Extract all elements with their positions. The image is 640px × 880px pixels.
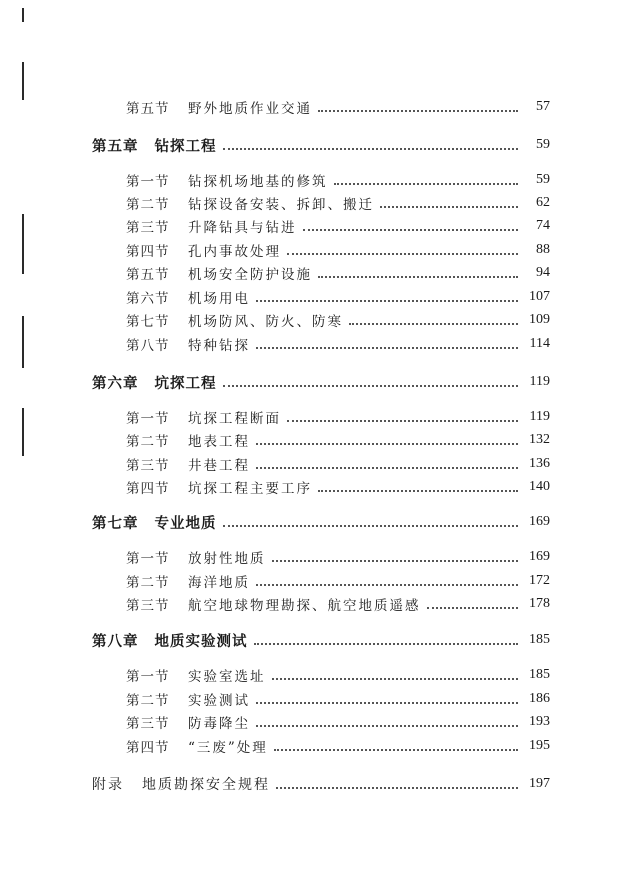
toc-entry-number: 第三节	[126, 220, 170, 236]
toc-section-row	[126, 310, 550, 330]
toc-entry-title: 坑探工程主要工序	[188, 481, 312, 497]
toc-entry-title: 地表工程	[188, 434, 250, 450]
toc-page-number: 185	[529, 667, 550, 682]
toc-chapter-row	[92, 512, 550, 532]
toc-page-number: 74	[536, 218, 550, 233]
dot-leader	[318, 276, 518, 278]
toc-section-row	[126, 454, 550, 474]
toc-section-row	[126, 712, 550, 732]
toc-section-row	[126, 216, 550, 236]
toc-entry-title: 特种钻探	[188, 338, 250, 354]
toc-entry-number: 第一节	[126, 174, 170, 190]
toc-page-number: 178	[529, 596, 550, 611]
toc-section-row	[126, 689, 550, 709]
dot-leader	[427, 607, 519, 609]
toc-entry-title: 钻探机场地基的修筑	[188, 174, 328, 190]
toc-entry-title: 钻探设备安装、拆卸、搬迁	[188, 197, 374, 213]
toc-entry-title: 钻探工程	[154, 137, 217, 155]
toc-page-number: 94	[536, 265, 550, 280]
toc-entry-title: 孔内事故处理	[188, 244, 281, 260]
toc-entry-number: 第六节	[126, 291, 170, 307]
toc-entry-title: 井巷工程	[188, 458, 250, 474]
toc-page-number: 132	[529, 432, 550, 447]
toc-entry-number: 第七章	[92, 514, 139, 532]
toc-page-number: 109	[529, 312, 550, 327]
toc-section-row	[126, 571, 550, 591]
toc-page-number: 136	[529, 456, 550, 471]
toc-chapter-row	[92, 372, 550, 392]
toc-page-number: 59	[536, 137, 550, 152]
toc-section-row	[126, 193, 550, 213]
toc-entry-title: 机场防风、防火、防寒	[188, 314, 343, 330]
toc-entry-title: 专业地质	[154, 514, 217, 532]
toc-page-number: 169	[529, 514, 550, 529]
toc-entry-title: 海洋地质	[188, 575, 250, 591]
toc-entry-title: 实验室选址	[188, 669, 266, 685]
toc-section-row	[126, 334, 550, 354]
toc-entry-title: 防毒降尘	[188, 716, 250, 732]
toc-entry-number: 第二节	[126, 434, 170, 450]
toc-section-row	[126, 170, 550, 190]
toc-entry-title: 机场安全防护设施	[188, 267, 312, 283]
toc-section-row	[126, 665, 550, 685]
dot-leader	[334, 183, 519, 185]
toc-entry-title: 坑探工程断面	[188, 411, 281, 427]
dot-leader	[349, 323, 518, 325]
dot-leader	[223, 148, 519, 150]
dot-leader	[256, 300, 518, 302]
toc-entry-number: 第七节	[126, 314, 170, 330]
toc-page-number: 169	[529, 549, 550, 564]
toc-page-number: 59	[536, 172, 550, 187]
toc-chapter-row	[92, 135, 550, 155]
toc-entry-number: 第八节	[126, 338, 170, 354]
toc-appendix-row	[92, 774, 550, 794]
dot-leader	[303, 229, 519, 231]
toc-entry-number: 第五章	[92, 137, 139, 155]
toc-page-number: 172	[529, 573, 550, 588]
dot-leader	[223, 525, 519, 527]
toc-entry-number: 第八章	[92, 632, 139, 650]
toc-entry-number: 第五节	[126, 267, 170, 283]
toc-page-number: 193	[529, 714, 550, 729]
toc-entry-number: 第四节	[126, 740, 170, 756]
toc-section-row	[126, 97, 550, 117]
toc-entry-number: 第三节	[126, 716, 170, 732]
dot-leader	[272, 560, 519, 562]
toc-entry-number: 第二节	[126, 575, 170, 591]
toc-page-number: 62	[536, 195, 550, 210]
toc-entry-number: 第三节	[126, 598, 170, 614]
toc-entry-title: 升降钻具与钻进	[188, 220, 297, 236]
toc-entry-number: 第一节	[126, 669, 170, 685]
toc-entry-title: 机场用电	[188, 291, 250, 307]
toc-page-number: 114	[529, 336, 550, 351]
toc-entry-number: 第三节	[126, 458, 170, 474]
toc-page-number: 88	[536, 242, 550, 257]
toc-section-row	[126, 287, 550, 307]
toc-page-number: 119	[529, 409, 550, 424]
toc-page-number: 57	[536, 99, 550, 114]
dot-leader	[254, 643, 519, 645]
dot-leader	[276, 787, 518, 789]
dot-leader	[274, 749, 518, 751]
toc-section-row	[126, 240, 550, 260]
dot-leader	[256, 584, 518, 586]
dot-leader	[287, 420, 518, 422]
dot-leader	[223, 385, 519, 387]
toc-page-number: 107	[529, 289, 550, 304]
toc-entry-title: 放射性地质	[188, 551, 266, 567]
dot-leader	[256, 725, 518, 727]
toc-entry-title: 坑探工程	[154, 374, 217, 392]
toc-page-number: 195	[529, 738, 550, 753]
toc-entry-number: 第四节	[126, 244, 170, 260]
toc-section-row	[126, 477, 550, 497]
dot-leader	[380, 206, 518, 208]
toc-page-number: 140	[529, 479, 550, 494]
toc-page-number: 119	[529, 374, 550, 389]
toc-entry-title: 地质勘探安全规程	[142, 777, 270, 793]
toc-entry-title: 地质实验测试	[154, 632, 248, 650]
dot-leader	[287, 253, 518, 255]
dot-leader	[256, 467, 518, 469]
dot-leader	[272, 678, 519, 680]
toc-entry-number: 第一节	[126, 551, 170, 567]
toc-section-row	[126, 407, 550, 427]
dot-leader	[256, 443, 518, 445]
toc-chapter-row	[92, 630, 550, 650]
toc-entry-number: 第一节	[126, 411, 170, 427]
toc-section-row	[126, 736, 550, 756]
dot-leader	[256, 702, 518, 704]
toc-entry-number: 第五节	[126, 101, 170, 117]
toc-entry-title: 野外地质作业交通	[188, 101, 312, 117]
dot-leader	[318, 110, 518, 112]
toc-section-row	[126, 594, 550, 614]
toc-section-row	[126, 263, 550, 283]
toc-page-number: 186	[529, 691, 550, 706]
toc-entry-number: 第四节	[126, 481, 170, 497]
toc-entry-title: 航空地球物理勘探、航空地质遥感	[188, 598, 421, 614]
toc-entry-title: “三废”处理	[188, 740, 268, 756]
toc-entry-number: 第六章	[92, 374, 139, 392]
dot-leader	[256, 347, 518, 349]
toc-page-number: 185	[529, 632, 550, 647]
toc-section-row	[126, 547, 550, 567]
toc-entry-number: 附录	[92, 777, 124, 793]
toc-page-number: 197	[529, 776, 550, 791]
toc-entry-number: 第二节	[126, 197, 170, 213]
dot-leader	[318, 490, 518, 492]
toc-entry-number: 第二节	[126, 693, 170, 709]
toc-section-row	[126, 430, 550, 450]
toc-entry-title: 实验测试	[188, 693, 250, 709]
